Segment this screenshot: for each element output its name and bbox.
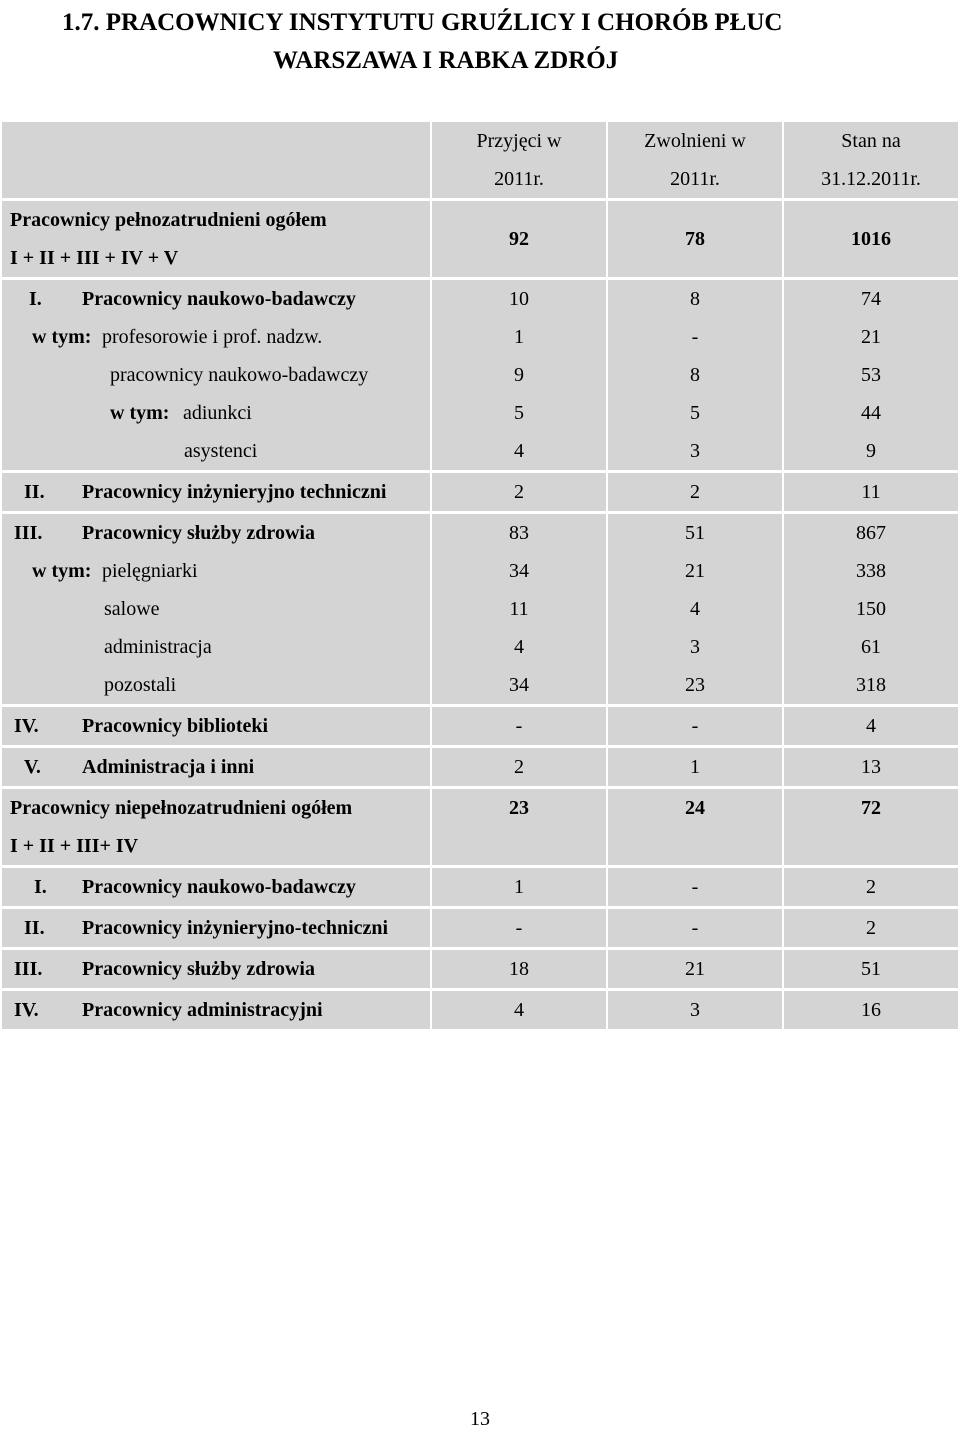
sub-label: adiunkci: [183, 402, 252, 424]
group-4-hired: -: [432, 707, 606, 745]
header-hired-line1: Przyjęci w: [476, 130, 562, 152]
cell-value: 318: [856, 674, 886, 696]
cell-value: 10: [509, 288, 529, 310]
cell-hired: -: [432, 909, 606, 947]
group-4-number: IV.: [14, 715, 39, 737]
full-time-total-label: [2, 201, 430, 277]
group-2-label-cell: [2, 473, 430, 511]
cell-hired: 18: [432, 950, 606, 988]
group-4-label: Pracownicy biblioteki: [82, 715, 269, 737]
group-1-labels: [2, 280, 430, 470]
sub-label: pielęgniarki: [102, 560, 198, 582]
cell-value: 1: [514, 326, 524, 348]
group-1-sub-2: [2, 356, 430, 394]
cell-value: 83: [509, 522, 529, 544]
group-4-row: [2, 707, 958, 745]
cell-hired: 1: [432, 868, 606, 906]
group-3-label: Pracownicy służby zdrowia: [82, 522, 315, 544]
group-3-status-cell: [784, 514, 958, 704]
part-time-row-3-label: [2, 950, 430, 988]
cell-value: 4: [514, 440, 524, 462]
group-4-status: 4: [784, 707, 958, 745]
group-5-number: V.: [24, 756, 41, 778]
full-time-total-dismissed: 78: [608, 201, 782, 277]
group-3-labels: [2, 514, 430, 704]
page-title: [62, 4, 942, 80]
sub-label: salowe: [104, 598, 160, 620]
group-1-number: I.: [29, 288, 42, 310]
cell-value: -: [691, 326, 699, 348]
row-number: III.: [14, 958, 43, 980]
part-time-row-1-label: [2, 868, 430, 906]
sub-label: pracownicy naukowo-badawczy: [110, 364, 369, 386]
header-dismissed-line1: Zwolnieni w: [644, 130, 746, 152]
cell-value: 24: [685, 797, 705, 819]
group-3-sub-4: [2, 666, 430, 704]
full-time-label-line2: I + II + III + IV + V: [10, 247, 179, 269]
group-1-sub-4: [2, 432, 430, 470]
row-number: IV.: [14, 999, 39, 1021]
group-3-row: [2, 514, 430, 552]
cell-value: 867: [856, 522, 886, 544]
group-5-line: [2, 748, 430, 786]
cell-value: 9: [866, 440, 876, 462]
group-2-line: [2, 473, 430, 511]
group-1-sub-1: [2, 318, 430, 356]
part-time-total-hired: [432, 789, 606, 865]
part-time-label-line1: Pracownicy niepełnozatrudnieni ogółem: [10, 797, 353, 819]
part-time-row-1: [2, 868, 958, 906]
group-5-status: 13: [784, 748, 958, 786]
header-dismissed: [608, 122, 782, 198]
part-time-total-status: [784, 789, 958, 865]
cell-value: 8: [690, 288, 700, 310]
cell-value: 5: [514, 402, 524, 424]
cell-value: 4: [514, 636, 524, 658]
group-3-sub-3: [2, 628, 430, 666]
group-1-sub-3: [2, 394, 430, 432]
group-2-dismissed: 2: [608, 473, 782, 511]
page-number: 13: [470, 1408, 490, 1430]
header-corner-cell: [2, 122, 430, 198]
cell-value: 53: [861, 364, 881, 386]
sub-prefix: w tym:: [32, 326, 92, 348]
row-label: Pracownicy służby zdrowia: [82, 958, 315, 980]
header-hired-line2: 2011r.: [494, 168, 544, 190]
cell-dismissed: -: [608, 868, 782, 906]
group-1-row: [2, 280, 430, 318]
full-time-label-line1: Pracownicy pełnozatrudnieni ogółem: [10, 209, 327, 231]
part-time-row-1-line: [2, 868, 430, 906]
title-line-2: WARSZAWA I RABKA ZDRÓJ: [273, 47, 619, 74]
part-time-total-row: [2, 789, 958, 865]
group-5-dismissed: 1: [608, 748, 782, 786]
row-label: Pracownicy administracyjni: [82, 999, 323, 1021]
part-time-row-2-line: [2, 909, 430, 947]
staff-table: [0, 119, 960, 1032]
header-hired: [432, 122, 606, 198]
group-1-block: [2, 280, 958, 470]
sub-prefix: w tym:: [32, 560, 92, 582]
header-status-line2: 31.12.2011r.: [821, 168, 921, 190]
part-time-row-4: [2, 991, 958, 1029]
group-5-label: Administracja i inni: [82, 756, 255, 778]
part-time-row-3-line: [2, 950, 430, 988]
row-number: II.: [24, 917, 45, 939]
group-3-hired-cell: [432, 514, 606, 704]
group-1-label: Pracownicy naukowo-badawczy: [82, 288, 356, 310]
header-dismissed-line2: 2011r.: [670, 168, 720, 190]
cell-dismissed: -: [608, 909, 782, 947]
cell-value: 11: [509, 598, 529, 620]
full-time-total-status: 1016: [784, 201, 958, 277]
cell-value: 3: [690, 440, 700, 462]
cell-value: 74: [861, 288, 881, 310]
cell-value: 8: [690, 364, 700, 386]
group-4-dismissed: -: [608, 707, 782, 745]
part-time-row-2-label: [2, 909, 430, 947]
group-2-status: 11: [784, 473, 958, 511]
cell-value: 5: [690, 402, 700, 424]
sub-label: asystenci: [184, 440, 258, 462]
group-1-dismissed-cell: [608, 280, 782, 470]
row-label: Pracownicy naukowo-badawczy: [82, 876, 356, 898]
cell-value: 44: [861, 402, 881, 424]
group-4-line: [2, 707, 430, 745]
cell-value: 21: [685, 560, 705, 582]
cell-value: 34: [509, 674, 529, 696]
cell-value: 23: [509, 797, 529, 819]
cell-value: 34: [509, 560, 529, 582]
cell-value: 51: [685, 522, 705, 544]
sub-label: administracja: [104, 636, 212, 658]
cell-dismissed: 21: [608, 950, 782, 988]
group-3-sub-1: [2, 552, 430, 590]
group-3-sub-2: [2, 590, 430, 628]
cell-value: 3: [690, 636, 700, 658]
header-status-line1: Stan na: [841, 130, 901, 152]
group-2-label: Pracownicy inżynieryjno techniczni: [82, 481, 387, 503]
group-5-hired: 2: [432, 748, 606, 786]
table-header-row: [2, 122, 958, 198]
row-label: Pracownicy inżynieryjno-techniczni: [82, 917, 389, 939]
cell-hired: 4: [432, 991, 606, 1029]
group-4-label-cell: [2, 707, 430, 745]
cell-status: 51: [784, 950, 958, 988]
group-1-hired-cell: [432, 280, 606, 470]
cell-status: 2: [784, 909, 958, 947]
group-5-row: [2, 748, 958, 786]
cell-dismissed: 3: [608, 991, 782, 1029]
part-time-row-2: [2, 909, 958, 947]
full-time-total-hired: 92: [432, 201, 606, 277]
group-2-number: II.: [24, 481, 45, 503]
part-time-row-4-label: [2, 991, 430, 1029]
cell-value: 4: [690, 598, 700, 620]
group-2-hired: 2: [432, 473, 606, 511]
group-2-row: [2, 473, 958, 511]
group-3-number: III.: [14, 522, 43, 544]
sub-prefix: w tym:: [110, 402, 170, 424]
part-time-row-4-line: [2, 991, 430, 1029]
cell-value: 23: [685, 674, 705, 696]
cell-value: 338: [856, 560, 886, 582]
cell-status: 2: [784, 868, 958, 906]
group-5-label-cell: [2, 748, 430, 786]
part-time-total-dismissed: [608, 789, 782, 865]
title-line-1: 1.7. PRACOWNICY INSTYTUTU GRUŹLICY I CHORÓB PŁUC: [62, 9, 783, 36]
cell-status: 16: [784, 991, 958, 1029]
group-3-dismissed-cell: [608, 514, 782, 704]
part-time-row-3: [2, 950, 958, 988]
cell-value: 150: [856, 598, 886, 620]
cell-value: 72: [861, 797, 881, 819]
sub-label: pozostali: [104, 674, 177, 696]
group-1-status-cell: [784, 280, 958, 470]
header-status: [784, 122, 958, 198]
cell-value: 61: [861, 636, 881, 658]
part-time-label-line2: I + II + III+ IV: [10, 835, 139, 857]
row-number: I.: [34, 876, 47, 898]
full-time-total-row: [2, 201, 958, 277]
cell-value: 9: [514, 364, 524, 386]
part-time-total-label: [2, 789, 430, 865]
cell-value: 21: [861, 326, 881, 348]
sub-label: profesorowie i prof. nadzw.: [102, 326, 323, 348]
group-3-block: [2, 514, 958, 704]
